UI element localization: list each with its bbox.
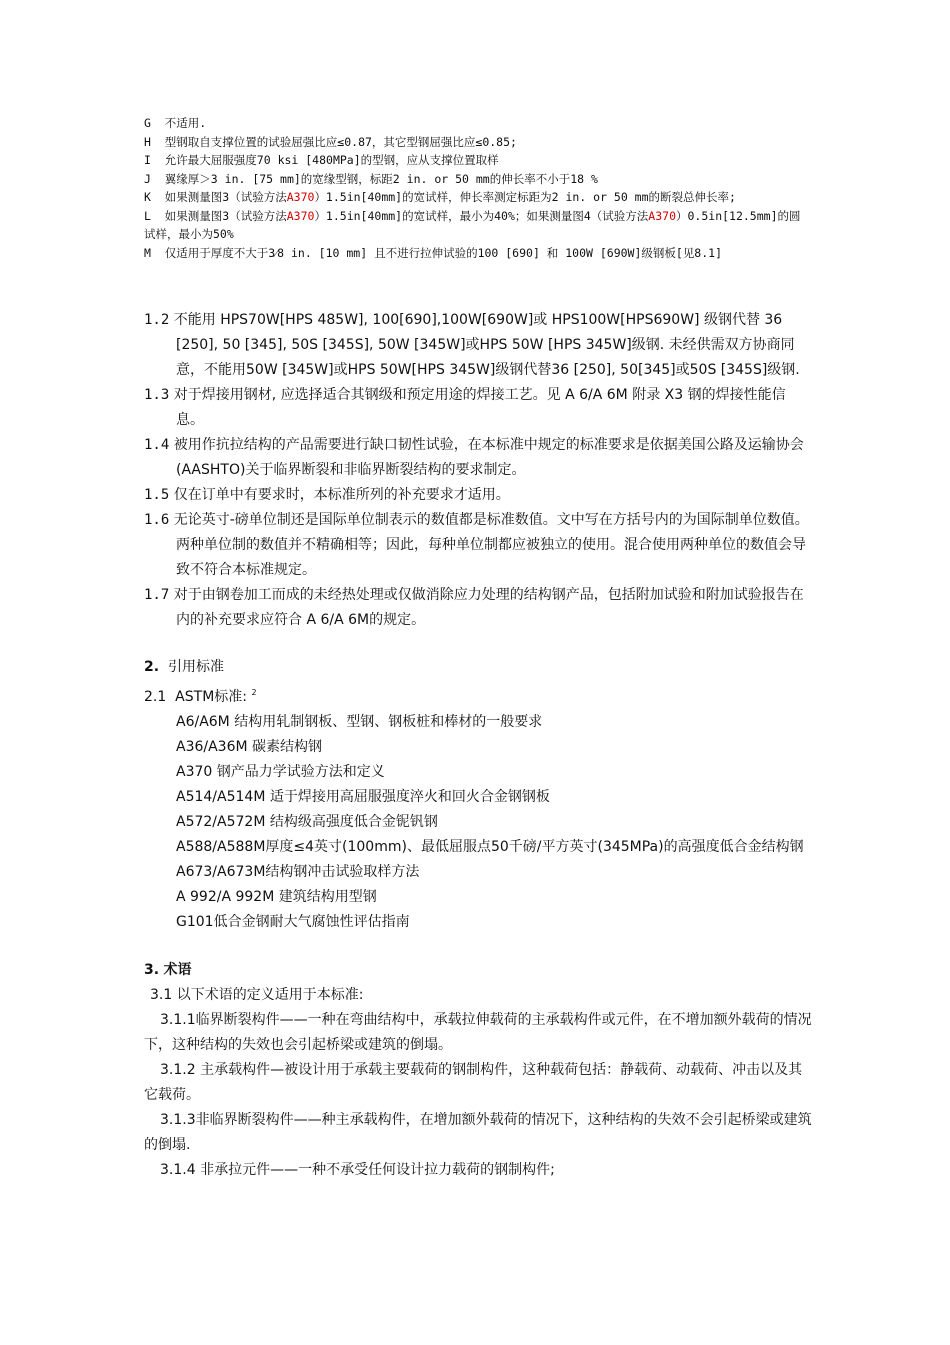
section-2-heading: 2. 引用标准: [144, 659, 224, 675]
clause-1-3: 1.3 对于焊接用钢材, 应选择适合其钢级和预定用途的焊接工艺。见 A 6/A 6M 附录 X3 钢的焊接性能信息。: [144, 387, 786, 428]
term-definition: 3.1.1临界断裂构件——一种在弯曲结构中，承载拉伸载荷的主承载构件或元件，在不增加额外载荷的情况下，这种结构的失效也会引起桥梁或建筑的倒塌。: [144, 1012, 812, 1053]
reference-a370: A370: [286, 190, 315, 204]
reference-standard: G101低合金钢耐大气腐蚀性评估指南: [176, 914, 410, 930]
reference-standard: A514/A514M 适于焊接用高屈服强度淬火和回火合金钢钢板: [176, 789, 550, 805]
clause-1-4: 1.4 被用作抗拉结构的产品需要进行缺口韧性试验，在本标准中规定的标准要求是依据美国公路及运输协会(AASHTO)关于临界断裂和非临界断裂结构的要求制定。: [144, 437, 804, 478]
note-k: K 如果测量图3（试验方法A370）1.5in[40mm]的宽试样，伸长率测定标距为2 in. or 50 mm的断裂总伸长率;: [144, 190, 736, 204]
section-2-1-heading: 2.1 ASTM标准: $^2$: [144, 688, 257, 705]
footnotes-block: [144, 114, 810, 262]
reference-standard: A673/A673M结构钢冲击试验取样方法: [176, 864, 420, 880]
section-3-heading: 3. 术语: [144, 962, 192, 978]
reference-standard: A588/A588M厚度≤4英寸(100mm)、最低屈服点50千磅/平方英寸(345MPa)的高强度低合金结构钢: [176, 839, 804, 855]
reference-a370: A370: [286, 208, 315, 223]
note-i: I 允许最大屈服强度70 ksi [480MPa]的型钢，应从支撑位置取样: [144, 153, 499, 167]
note-j: J 翼缘厚＞3 in. [75 mm]的宽缘型钢，标距2 in. or 50 mm的伸长率不小于18 %: [144, 171, 598, 186]
note-l: L 如果测量图3（试验方法A370）1.5in[40mm]的宽试样，最小为40%；如果测量图4（试验方法A370）0.5in[12.5mm]的圆试样，最小为50%: [144, 208, 801, 241]
note-m: M 仅适用于厚度不大于3⁄8 in. [10 mm] 且不进行拉伸试验的100 [690] 和 100W [690W]级钢板[见8.1]: [144, 245, 723, 260]
term-definition: 3.1.3非临界断裂构件——种主承载构件，在增加额外载荷的情况下，这种结构的失效不会引起桥梁或建筑的倒塌.: [144, 1112, 812, 1153]
reference-standard: A572/A572M 结构级高强度低合金铌钒钢: [176, 814, 438, 830]
term-definition: 3.1.2 主承载构件—被设计用于承载主要载荷的钢制构件，这种载荷包括：静载荷、动载荷、冲击以及其它载荷。: [144, 1062, 803, 1103]
clause-1-6: 1.6 无论英寸-磅单位制还是国际单位制表示的数值都是标准数值。文中写在方括号内的为国际制单位数值。 两种单位制的数值并不精确相等；因此，每种单位制都应被独立的使用。混合使用两种单位的数值会导致不符合本标准规定。: [144, 512, 809, 578]
clause-1-2: 1.2 不能用 HPS70W[HPS 485W], 100[690],100W[690W]或 HPS100W[HPS690W] 级钢代替 36 [250], 50 [345], 50S [345S], 50W [345W]或HPS 50W [HPS 345W]级钢. 未经供需双方协商同意，不能用50W [345W]或HPS 50W[HPS 345W]级钢代替36 [250], 50[345]或50S [345S]级钢.: [144, 312, 800, 378]
main-content: [144, 308, 812, 1183]
note-h: H 型钢取自支撑位置的试验屈强比应≤0.87，其它型钢屈强比应≤0.85;: [144, 134, 517, 149]
note-g: G 不适用.: [144, 116, 207, 130]
reference-standard: A6/A6M 结构用轧制钢板、型钢、钢板桩和棒材的一般要求: [176, 714, 543, 730]
reference-standard: A36/A36M 碳素结构钢: [176, 739, 323, 755]
term-definition: 3.1.4 非承拉元件——一种不承受任何设计拉力载荷的钢制构件;: [160, 1162, 555, 1178]
reference-standard: A 992/A 992M 建筑结构用型钢: [176, 889, 377, 905]
section-3-1-intro: 3.1 以下术语的定义适用于本标准:: [150, 987, 364, 1003]
clause-1-7: 1.7 对于由钢卷加工而成的未经热处理或仅做消除应力处理的结构钢产品，包括附加试验和附加试验报告在内的补充要求应符合 A 6/A 6M的规定。: [144, 587, 804, 628]
reference-a370: A370: [648, 208, 676, 223]
clause-1-5: 1.5 仅在订单中有要求时，本标准所列的补充要求才适用。: [144, 487, 510, 503]
reference-standard: A370 钢产品力学试验方法和定义: [176, 764, 385, 780]
